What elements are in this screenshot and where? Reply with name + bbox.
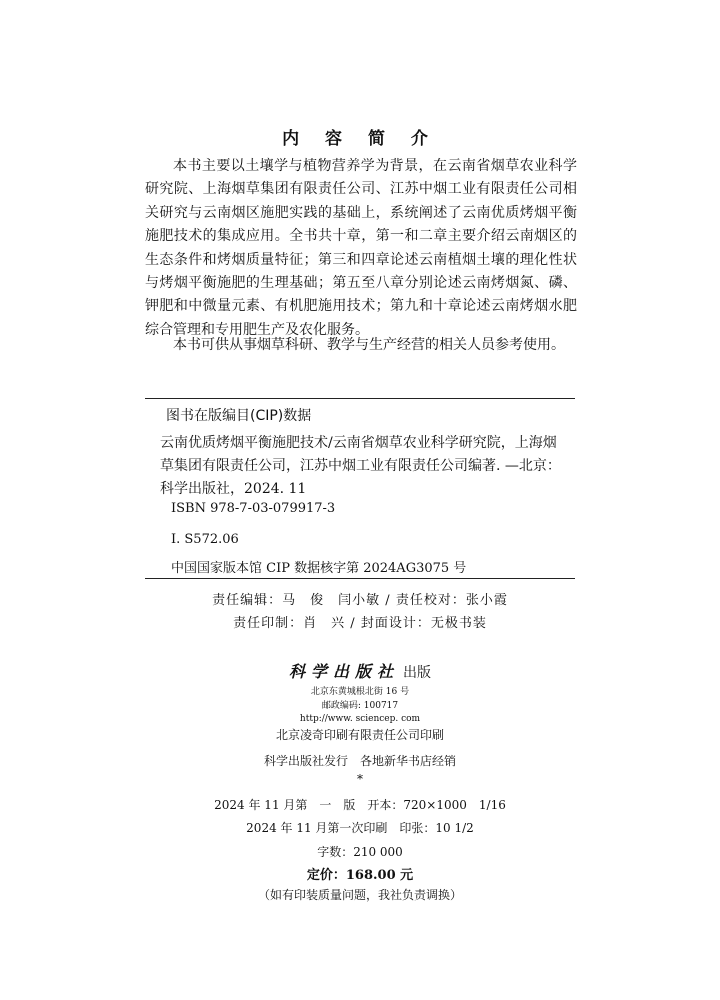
publisher-postcode: 邮政编码: 100717 xyxy=(321,701,399,711)
edition-info: 2024 年 11 月第 一 版 开本：720×1000 1/16 xyxy=(214,798,506,812)
distribution: 科学出版社发行 各地新华书店经销 xyxy=(263,754,456,768)
summary-paragraph: 本书主要以土壤学与植物营养学为背景，在云南省烟草农业科学研究院、上海烟草集团有限责任公司、江苏中烟工业有限责任公司相关研究与云南烟区施肥实践的基础上，系统阐述了云南优质烤烟平衡施肥技术的集成应用。全书共十章，第一和二章主要介绍云南烟区的生态条件和烤烟质量特征；第三和四章论述云南植烟土壤的理化性状与烤烟平衡施肥的生理基础；第五至八章分别论述云南烤烟氮、磷、钾肥和中微量元素、有机肥施用技术；第九和十章论述云南烤烟水肥综合管理和专用肥生产及农化服务。 xyxy=(145,158,577,338)
printing-info: 2024 年 11 月第一次印刷 印张：10 1/2 xyxy=(246,821,474,835)
cip-record: 云南优质烤烟平衡施肥技术/云南省烟草农业科学研究院，上海烟草集团有限责任公司，江苏中烟工业有限责任公司编著. —北京：科学出版社，2024. 11 xyxy=(160,435,561,497)
page-title: 内 容 简 介 xyxy=(282,129,438,149)
summary-paragraph: 本书可供从事烟草科研、教学与生产经营的相关人员参考使用。 xyxy=(173,337,565,353)
printer: 北京凌奇印刷有限责任公司印刷 xyxy=(275,728,444,742)
word-count: 字数：210 000 xyxy=(317,845,403,859)
isbn: ISBN 978-7-03-079917-3 xyxy=(171,501,336,516)
print-credits: 责任印制：肖 兴 / 封面设计：无极书装 xyxy=(233,616,487,631)
publisher-logo: 科学出版社 xyxy=(288,662,399,681)
publisher-line xyxy=(0,659,720,682)
separator-asterisk: * xyxy=(357,772,363,786)
cip-heading: 图书在版编目(CIP)数据 xyxy=(166,408,312,424)
price: 定价：168.00 元 xyxy=(306,868,414,883)
cip-number: 中国国家版本馆 CIP 数据核字第 2024AG3075 号 xyxy=(171,561,467,576)
publisher-website: http://www. sciencep. com xyxy=(299,714,421,724)
quality-note: （如有印装质量问题，我社负责调换） xyxy=(257,888,462,902)
publisher-address: 北京东黄城根北街 16 号 xyxy=(310,687,410,697)
cip-bottom-rule xyxy=(145,578,575,579)
editor-credits: 责任编辑：马 俊 闫小敏 / 责任校对：张小霞 xyxy=(212,593,508,608)
classification: Ⅰ. S572.06 xyxy=(171,532,239,547)
cip-top-rule xyxy=(145,398,575,399)
publisher-suffix: 出版 xyxy=(403,665,431,681)
